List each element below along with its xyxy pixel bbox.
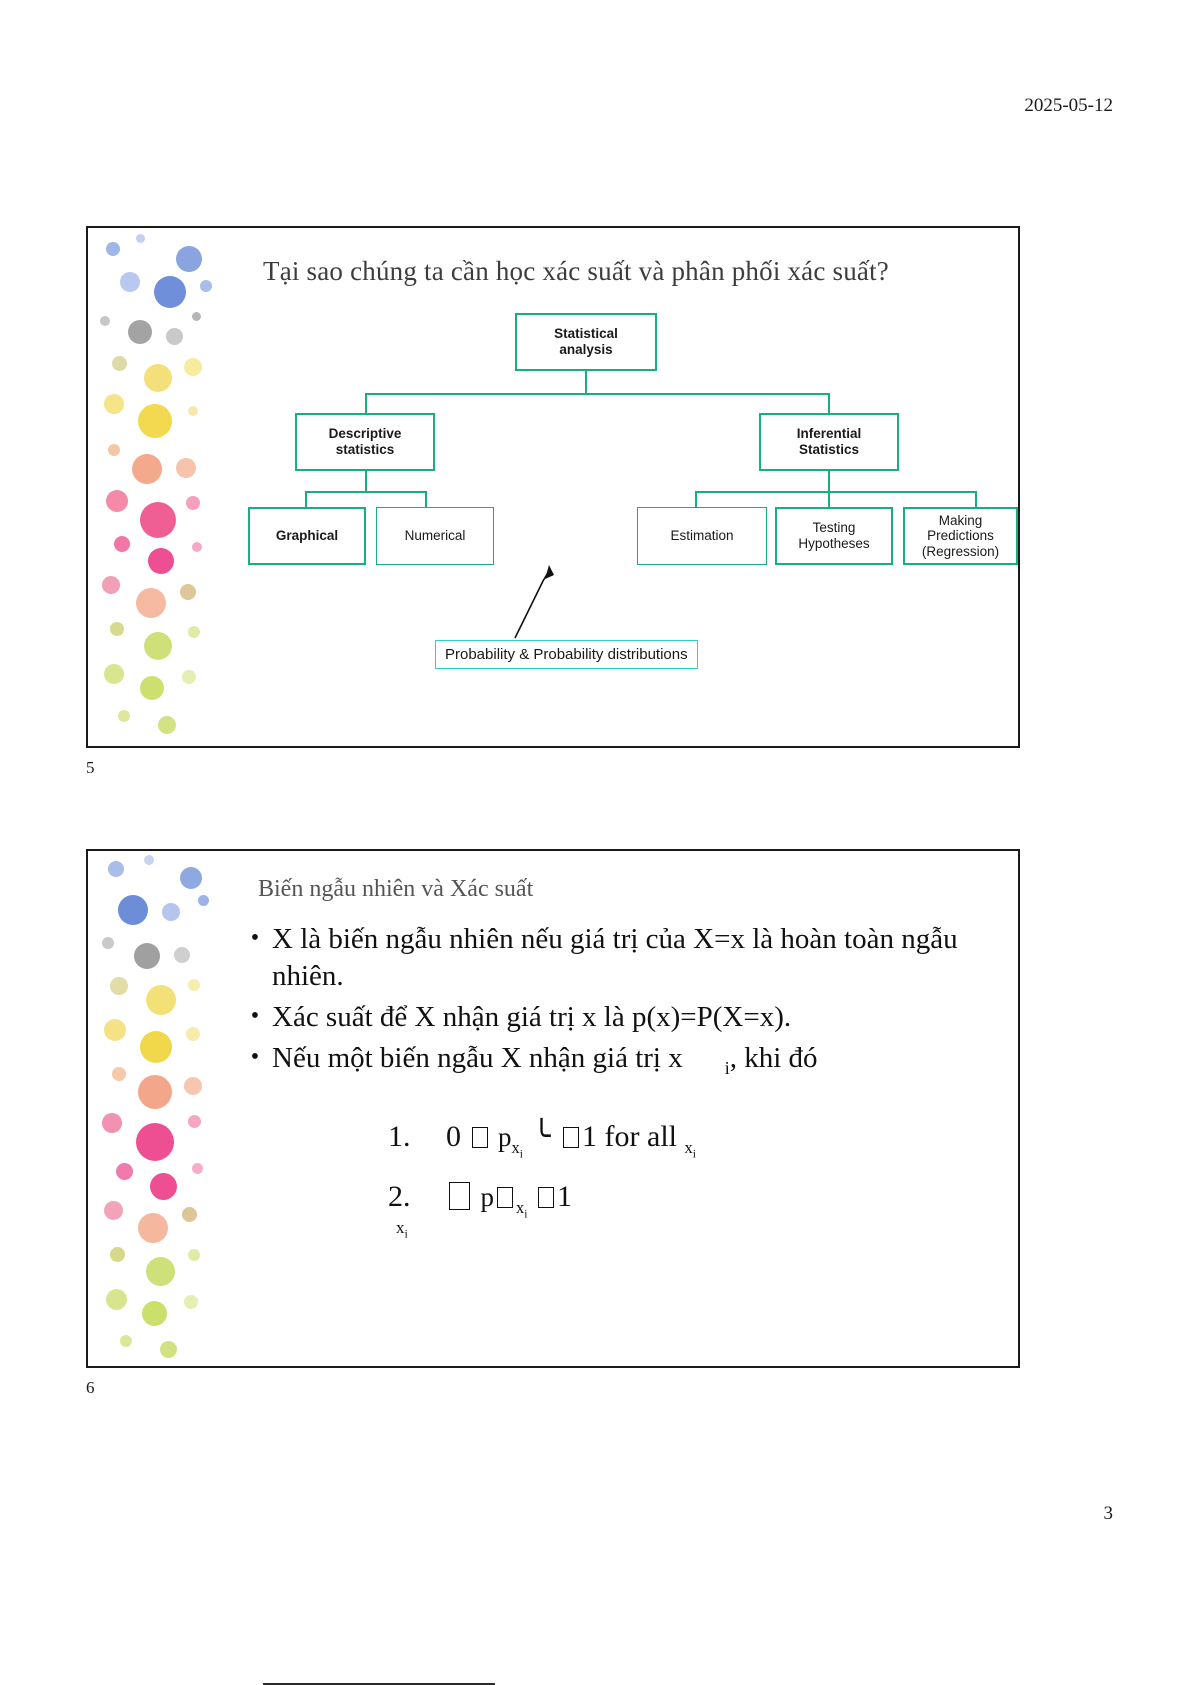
callout-arrow-icon bbox=[243, 313, 1003, 683]
formula-2-body bbox=[396, 1180, 572, 1241]
slide6-title: Biến ngẫu nhiên và Xác suất bbox=[258, 876, 534, 902]
node-inferential-line2: Statistics bbox=[798, 442, 860, 457]
formula-1-p: p bbox=[498, 1122, 512, 1152]
bullet-text-3-main: Nếu một biến ngẫu X nhận giá trị x bbox=[272, 1042, 683, 1075]
missing-glyph-box-icon bbox=[472, 1127, 488, 1148]
slide-5 bbox=[86, 226, 1020, 748]
slide5-title: Tại sao chúng ta cần học xác suất và phân phối xác suất? bbox=[263, 256, 889, 286]
missing-glyph-box-icon bbox=[538, 1187, 554, 1208]
node-descriptive-line2: statistics bbox=[335, 442, 395, 457]
bullet-marker-icon: • bbox=[250, 1044, 260, 1071]
node-statistical-analysis-line2: analysis bbox=[559, 342, 613, 357]
node-numerical: Numerical bbox=[376, 507, 494, 565]
formula-1 bbox=[388, 1119, 948, 1160]
node-testing-line1: Testing bbox=[812, 520, 856, 536]
list-item bbox=[238, 1040, 998, 1080]
bullet-marker-icon: • bbox=[250, 925, 260, 951]
formula-1-tailvar: xi bbox=[684, 1138, 696, 1161]
decorative-confetti-strip-slide5 bbox=[88, 228, 236, 746]
missing-glyph-box-icon bbox=[563, 1127, 579, 1148]
slide6-formula-list bbox=[388, 1119, 948, 1241]
formula-1-var: xi bbox=[511, 1138, 523, 1161]
slide-6 bbox=[86, 849, 1020, 1368]
bullet-text-1: X là biến ngẫu nhiên nếu giá trị của X=x là hoàn toàn ngẫu nhiên. bbox=[272, 923, 958, 993]
bullet-text-3-subscript: i bbox=[724, 1058, 730, 1079]
formula-2-one: 1 bbox=[556, 1180, 572, 1214]
bullet-text-3-tail: , khi đó bbox=[729, 1042, 818, 1075]
formula-2-sum-index: $x_i$ bbox=[396, 1218, 408, 1241]
node-graphical: Graphical bbox=[248, 507, 366, 565]
statistical-analysis-flowchart bbox=[243, 313, 1003, 683]
node-descriptive-line1: Descriptive bbox=[328, 426, 402, 442]
document-date: 2025-05-12 bbox=[1024, 95, 1113, 116]
slide6-bullet-list bbox=[238, 921, 998, 1084]
formula-2-p: p bbox=[480, 1182, 494, 1213]
node-testing-line2: Hypotheses bbox=[798, 536, 870, 551]
formula-1-body bbox=[446, 1119, 696, 1160]
bullet-text-2: Xác suất để X nhận giá trị x là p(x)=P(X=x). bbox=[272, 1001, 792, 1034]
node-making-line3: (Regression) bbox=[921, 543, 1000, 559]
node-making-line1: Making bbox=[938, 512, 983, 528]
node-making-line2: Predictions bbox=[927, 528, 994, 544]
formula-1-forall: for all bbox=[604, 1120, 677, 1153]
bullet-marker-icon: • bbox=[250, 1003, 260, 1030]
formula-2 bbox=[388, 1180, 948, 1241]
formula-2-var: xi bbox=[516, 1198, 528, 1221]
page-number: 3 bbox=[1103, 1503, 1113, 1524]
bullet-text-3 bbox=[272, 1040, 998, 1080]
summation-glyph-box-icon bbox=[449, 1182, 470, 1210]
node-inferential-line1: Inferential bbox=[796, 426, 862, 442]
formula-1-lead: 0 bbox=[446, 1120, 461, 1153]
list-item bbox=[238, 921, 998, 995]
slide-6-number: 6 bbox=[86, 1378, 95, 1397]
list-item bbox=[238, 999, 998, 1036]
slide-5-number: 5 bbox=[86, 758, 95, 777]
missing-glyph-box-icon bbox=[497, 1187, 513, 1208]
node-estimation: Estimation bbox=[637, 507, 767, 565]
formula-1-one: 1 bbox=[582, 1120, 598, 1153]
callout-probability-distributions: Probability & Probability distributions bbox=[435, 640, 698, 669]
node-statistical-analysis-line1: Statistical bbox=[554, 326, 618, 342]
decorative-confetti-strip-slide6 bbox=[88, 851, 236, 1366]
formula-1-label: 1. bbox=[388, 1120, 411, 1153]
bracket-glyph-left: ╰ bbox=[532, 1120, 551, 1153]
formula-2-label: 2. bbox=[388, 1180, 411, 1214]
